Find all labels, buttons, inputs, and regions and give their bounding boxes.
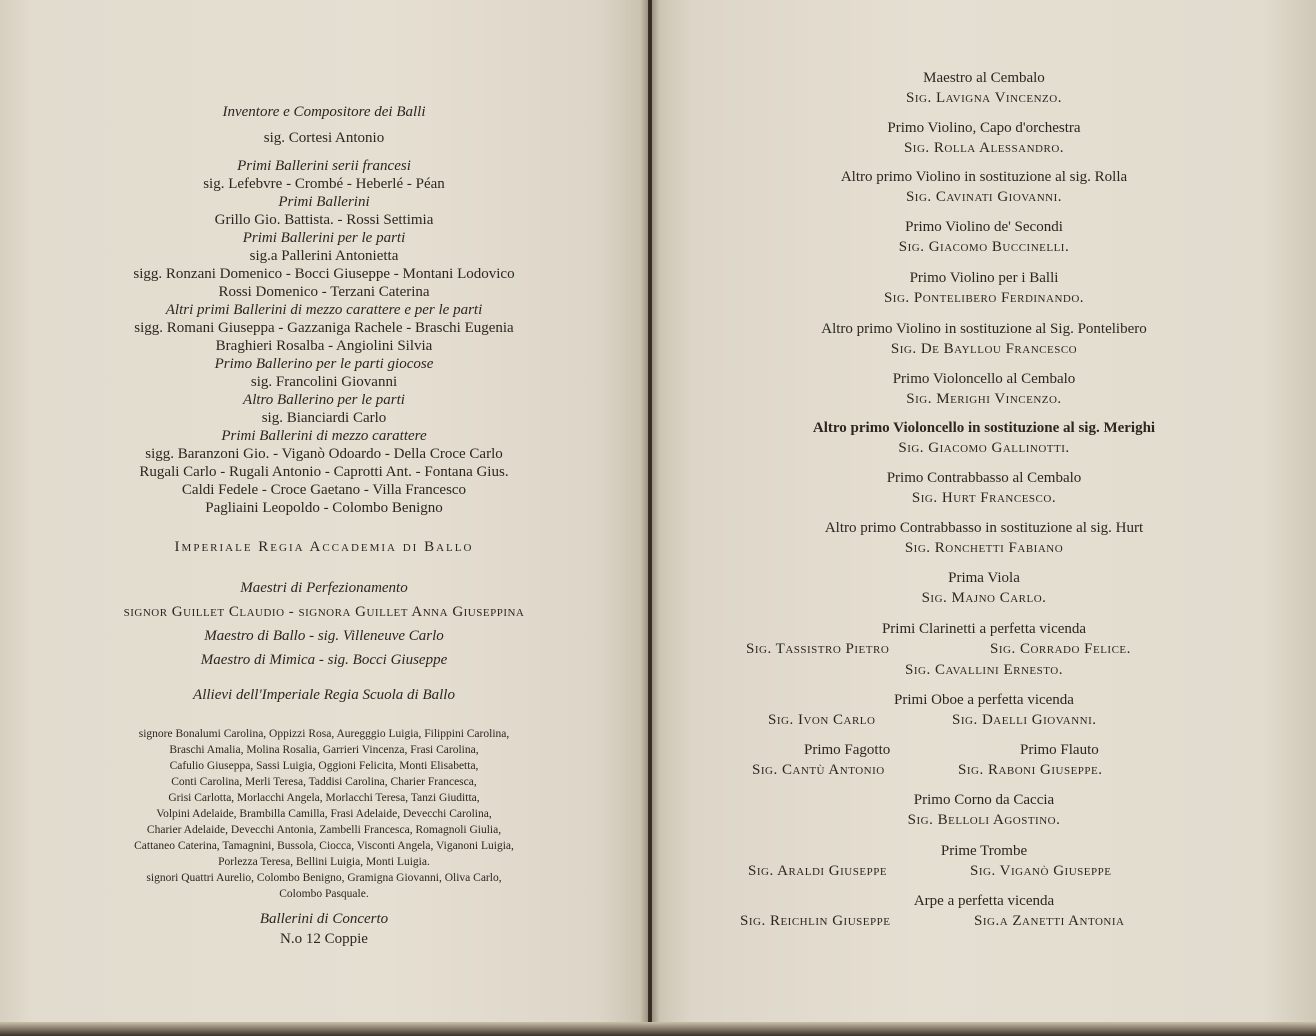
name-right: Sig. Daelli Giovanni.: [952, 712, 1097, 728]
text-line: Maestro al Cembalo: [923, 70, 1045, 86]
text-line: Primo Violino, Capo d'orchestra: [887, 120, 1081, 136]
text-line: Inventore e Compositore dei Balli: [222, 104, 426, 120]
students-line: Porlezza Teresa, Bellini Luigia, Monti Luigia.: [218, 856, 430, 868]
text-line: Primi Ballerini serii francesi: [237, 158, 411, 174]
text-line: Sig. De Bayllou Francesco: [890, 341, 1078, 357]
text-line: Altro primo Violoncello in sostituzione al sig. Merighi: [812, 420, 1156, 436]
students-line: Charier Adelaide, Devecchi Antonia, Zambelli Francesca, Romagnoli Giulia,: [146, 824, 502, 836]
text-line: Sig. Rolla Alessandro.: [903, 140, 1065, 156]
text-line: Sig. Cavinati Giovanni.: [905, 189, 1063, 205]
text-line: Primo Corno da Caccia: [913, 792, 1055, 808]
left-page: [0, 0, 648, 1036]
text-line: Rugali Carlo - Rugali Antonio - Caprotti Ant. - Fontana Gius.: [139, 464, 509, 480]
text-line: sig. Bianciardi Carlo: [261, 410, 387, 426]
name-right: Sig. Corrado Felice.: [990, 641, 1131, 657]
name-right: Sig. Raboni Giuseppe.: [958, 762, 1103, 778]
text-line: Primo Violoncello al Cembalo: [892, 371, 1076, 387]
text-line: sig. Cortesi Antonio: [263, 130, 385, 146]
text-line: Altro Ballerino per le parti: [243, 392, 405, 408]
text-line: Arpe a perfetta vicenda: [913, 893, 1055, 909]
text-line: Altri primi Ballerini di mezzo carattere e per le parti: [165, 302, 483, 318]
text-line: Pagliaini Leopoldo - Colombo Benigno: [205, 500, 443, 516]
students-line: Cafulio Giuseppa, Sassi Luigia, Oggioni Felicita, Monti Elisabetta,: [169, 760, 479, 772]
text-line: Primo Violino de' Secondi: [905, 219, 1063, 235]
text-line: sigg. Romani Giuseppa - Gazzaniga Rachele - Braschi Eugenia: [134, 320, 514, 336]
text-line: Primi Ballerini di mezzo carattere: [221, 428, 427, 444]
text-line: sig. Lefebvre - Crombé - Heberlé - Péan: [203, 176, 445, 192]
heading-left: Primo Fagotto: [804, 742, 891, 758]
text-line: sig.a Pallerini Antonietta: [249, 248, 399, 264]
right-page: [652, 0, 1316, 1036]
students-line: signori Quattri Aurelio, Colombo Benigno, Gramigna Giovanni, Oliva Carlo,: [146, 872, 502, 884]
text-line: Rossi Domenico - Terzani Caterina: [218, 284, 430, 300]
name-left: Sig. Araldi Giuseppe: [748, 863, 888, 879]
page-edge: [0, 1022, 1316, 1036]
book-gutter: [640, 0, 660, 1036]
text-line: sigg. Ronzani Domenico - Bocci Giuseppe - Montani Lodovico: [133, 266, 515, 282]
text-line: Maestro di Ballo - sig. Villeneuve Carlo: [204, 628, 444, 644]
students-line: Conti Carolina, Merli Teresa, Taddisi Carolina, Charier Francesca,: [171, 776, 477, 788]
text-line: Sig. Merighi Vincenzo.: [906, 391, 1062, 407]
concert-heading: Ballerini di Concerto: [259, 911, 389, 927]
students-line: Grisi Carlotta, Morlacchi Angela, Morlacchi Teresa, Tanzi Giuditta,: [168, 792, 480, 804]
text-line: Allievi dell'Imperiale Regia Scuola di Ballo: [193, 687, 455, 703]
text-line: Sig. Pontelibero Ferdinando.: [883, 290, 1085, 306]
text-line: Sig. Giacomo Gallinotti.: [898, 440, 1070, 456]
text-line: Maestri di Perfezionamento: [240, 580, 408, 596]
text-line: sigg. Baranzoni Gio. - Viganò Odoardo - Della Croce Carlo: [145, 446, 503, 462]
text-line: Primi Ballerini per le parti: [242, 230, 406, 246]
text-line: sig. Francolini Giovanni: [250, 374, 398, 390]
text-line: Altro primo Violino in sostituzione al Sig. Pontelibero: [821, 321, 1147, 337]
students-line: Braschi Amalia, Molina Rosalia, Garrieri Vincenza, Frasi Carolina,: [169, 744, 479, 756]
name-right: Sig. Viganò Giuseppe: [970, 863, 1112, 879]
heading-right: Primo Flauto: [1020, 742, 1099, 758]
text-line: Sig. Belloli Agostino.: [907, 812, 1061, 828]
name-left: Sig. Cantù Antonio: [752, 762, 885, 778]
text-line: Prima Viola: [948, 570, 1020, 586]
text-line: Primo Contrabbasso al Cembalo: [886, 470, 1082, 486]
text-line: Primi Oboe a perfetta vicenda: [894, 692, 1074, 708]
text-line: Primo Ballerino per le parti giocose: [214, 356, 434, 372]
text-line: Grillo Gio. Battista. - Rossi Settimia: [214, 212, 434, 228]
text-line: Primo Violino per i Balli: [909, 270, 1059, 286]
name-left: Sig. Ivon Carlo: [768, 712, 876, 728]
students-line: signore Bonalumi Carolina, Oppizzi Rosa, Auregggio Luigia, Filippini Carolina,: [138, 728, 510, 740]
text-line: Sig. Hurt Francesco.: [911, 490, 1057, 506]
text-line: Sig. Giacomo Buccinelli.: [898, 239, 1070, 255]
text-line: Primi Clarinetti a perfetta vicenda: [881, 621, 1087, 637]
text-line: Primi Ballerini: [278, 194, 370, 210]
text-line: Sig. Ronchetti Fabiano: [904, 540, 1064, 556]
text-line: Maestro di Mimica - sig. Bocci Giuseppe: [200, 652, 448, 668]
academy-heading: Imperiale Regia Accademia di Ballo: [174, 539, 474, 555]
text-line: Sig. Cavallini Ernesto.: [905, 662, 1063, 678]
students-line: Volpini Adelaide, Brambilla Camilla, Frasi Adelaide, Devecchi Carolina,: [156, 808, 492, 820]
concert-count: N.o 12 Coppie: [280, 931, 368, 947]
name-left: Sig. Tassistro Pietro: [746, 641, 890, 657]
text-line: Braghieri Rosalba - Angiolini Silvia: [215, 338, 433, 354]
name-right: Sig.a Zanetti Antonia: [974, 913, 1125, 929]
text-line: Sig. Majno Carlo.: [921, 590, 1047, 606]
text-line: Altro primo Contrabbasso in sostituzione al sig. Hurt: [824, 520, 1144, 536]
text-line: Sig. Lavigna Vincenzo.: [906, 90, 1062, 106]
name-left: Sig. Reichlin Giuseppe: [740, 913, 891, 929]
text-line: signor Guillet Claudio - signora Guillet Anna Giuseppina: [123, 604, 525, 620]
students-line: Cattaneo Caterina, Tamagnini, Bussola, Ciocca, Visconti Angela, Viganoni Luigia,: [134, 840, 514, 852]
text-line: Altro primo Violino in sostituzione al sig. Rolla: [840, 169, 1128, 185]
students-line: Colombo Pasquale.: [279, 888, 369, 900]
text-line: Prime Trombe: [940, 843, 1028, 859]
text-line: Caldi Fedele - Croce Gaetano - Villa Francesco: [181, 482, 467, 498]
